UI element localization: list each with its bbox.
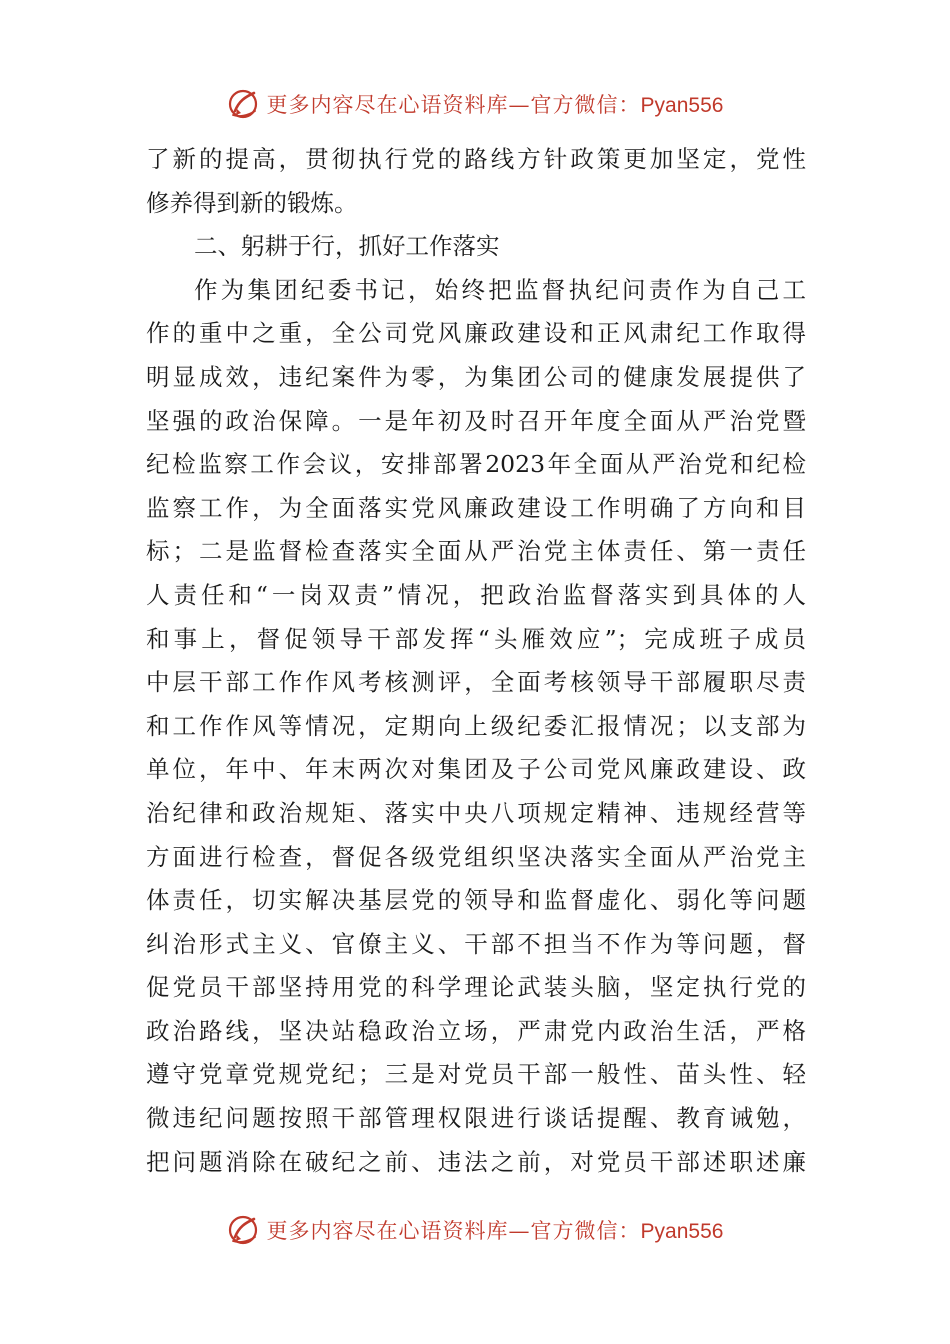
body-line: 人责任和“一岗双责”情况，把政治监督落实到具体的人 [146, 580, 806, 609]
body-line: 促党员干部坚持用党的科学理论武装头脑，坚定执行党的 [146, 973, 806, 1002]
document-body [146, 138, 806, 1184]
pen-swirl-logo-icon [227, 87, 261, 121]
body-line: 纠治形式主义、官僚主义、干部不担当不作为等问题，督 [146, 929, 806, 958]
body-line: 体责任，切实解决基层党的领导和监督虚化、弱化等问题 [146, 886, 806, 915]
pen-swirl-logo-icon [227, 1213, 261, 1247]
body-line: 作的重中之重，全公司党风廉政建设和正风肃纪工作取得 [146, 319, 806, 348]
body-line: 了新的提高，贯彻执行党的路线方针政策更加坚定，党性 [146, 145, 806, 173]
body-line: 微违纪问题按照干部管理权限进行谈话提醒、教育诫勉， [146, 1104, 806, 1133]
body-line: 单位，年中、年末两次对集团及子公司党风廉政建设、政 [146, 755, 806, 784]
body-line: 政治路线，坚决站稳政治立场，严肃党内政治生活，严格 [146, 1016, 806, 1045]
body-line: 治纪律和政治规矩、落实中央八项规定精神、违规经营等 [146, 798, 806, 827]
body-line: 明显成效，违纪案件为零，为集团公司的健康发展提供了 [146, 362, 806, 391]
banner-label: 更多内容尽在心语资料库—官方微信： [266, 93, 641, 117]
body-line: 和事上，督促领导干部发挥“头雁效应”；完成班子成员 [146, 624, 806, 653]
body-line: 监察工作，为全面落实党风廉政建设工作明确了方向和目 [146, 493, 806, 522]
banner-handle: Pyan556 [640, 94, 724, 117]
body-line: 纪检监察工作会议，安排部署2023年全面从严治党和纪检 [146, 450, 806, 479]
body-line: 作为集团纪委书记，始终把监督执纪问责作为自己工 [194, 275, 806, 304]
banner-handle: Pyan556 [640, 1220, 724, 1243]
body-line: 方面进行检查，督促各级党组织坚决落实全面从严治党主 [146, 842, 806, 871]
header-banner [0, 84, 950, 124]
footer-banner [0, 1210, 950, 1250]
body-line: 遵守党章党规党纪；三是对党员干部一般性、苗头性、轻 [146, 1060, 806, 1089]
banner-text [267, 89, 724, 119]
body-line: 修养得到新的锻炼。 [146, 188, 358, 217]
body-line: 把问题消除在破纪之前、违法之前，对党员干部述职述廉 [146, 1147, 806, 1176]
body-line: 中层干部工作作风考核测评，全面考核领导干部履职尽责 [146, 668, 806, 697]
banner-text [267, 1215, 724, 1245]
body-line: 标；二是监督检查落实全面从严治党主体责任、第一责任 [146, 537, 806, 566]
section-heading: 二、躬耕于行，抓好工作落实 [194, 232, 500, 261]
banner-label: 更多内容尽在心语资料库—官方微信： [266, 1219, 641, 1243]
body-line: 坚强的政治保障。一是年初及时召开年度全面从严治党暨 [146, 406, 806, 435]
body-line: 和工作作风等情况，定期向上级纪委汇报情况；以支部为 [146, 711, 806, 740]
